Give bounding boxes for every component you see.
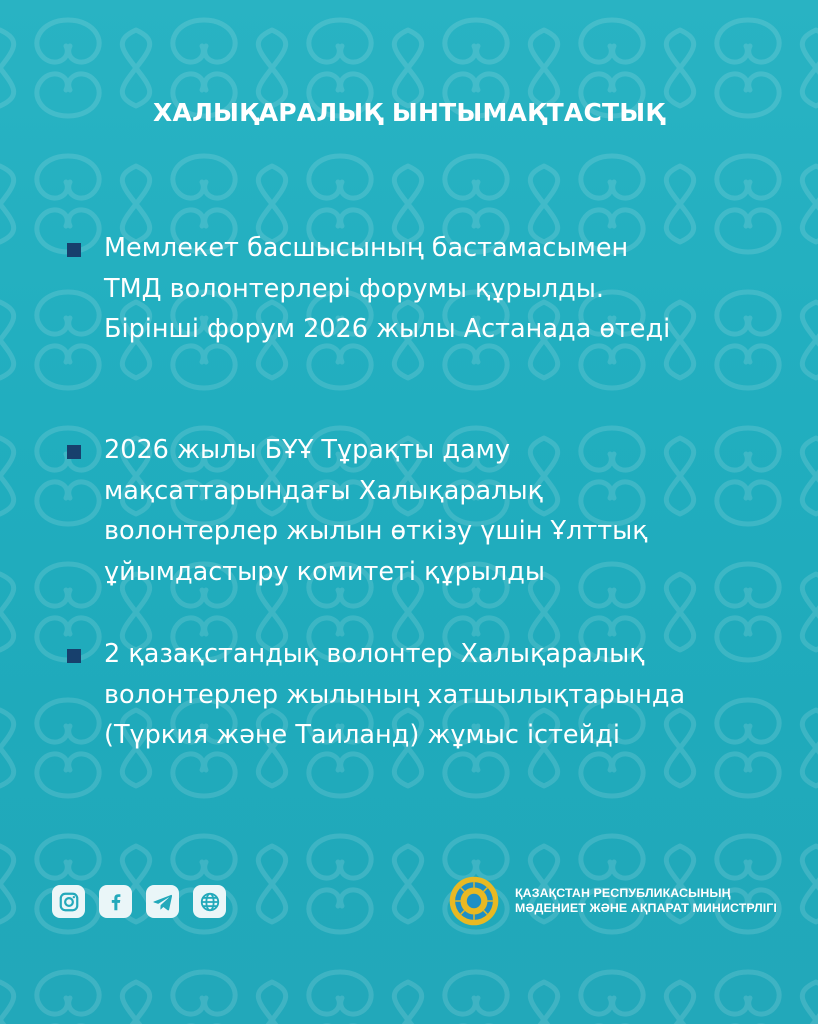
social-links [52, 885, 226, 919]
list-item-text: 2 қазақстандық волонтер Халықаралық волонтерлер жылының хатшылықтарында (Түркия және Таиланд) жұмыс істейді [104, 639, 686, 750]
square-bullet-icon [67, 649, 81, 663]
telegram-icon[interactable] [146, 885, 179, 918]
list-item-text: 2026 жылы БҰҰ Тұрақты даму мақсаттарындағы Халықаралық волонтерлер жылын өткізу үшін Ұлттық ұйымдастыру комитеті құрылды [104, 435, 648, 587]
facebook-icon[interactable] [99, 885, 132, 918]
instagram-icon[interactable] [52, 885, 85, 918]
ministry-name-line2: МӘДЕНИЕТ ЖӘНЕ АҚПАРАТ МИНИСТРЛІГІ [515, 901, 777, 915]
square-bullet-icon [67, 445, 81, 459]
kazakhstan-emblem-icon [447, 874, 501, 928]
page-title: ХАЛЫҚАРАЛЫҚ ЫНТЫМАҚТАСТЫҚ [153, 98, 665, 127]
list-item-text: Мемлекет басшысының бастамасымен ТМД волонтерлері форумы құрылды. Бірінші форум 2026 жылы Астанада өтеді [104, 233, 671, 344]
square-bullet-icon [67, 243, 81, 257]
ministry-logo [447, 873, 777, 929]
globe-icon[interactable] [193, 885, 226, 918]
ministry-name [515, 886, 777, 916]
ministry-name-line1: ҚАЗАҚСТАН РЕСПУБЛИКАСЫНЫҢ [515, 886, 731, 900]
